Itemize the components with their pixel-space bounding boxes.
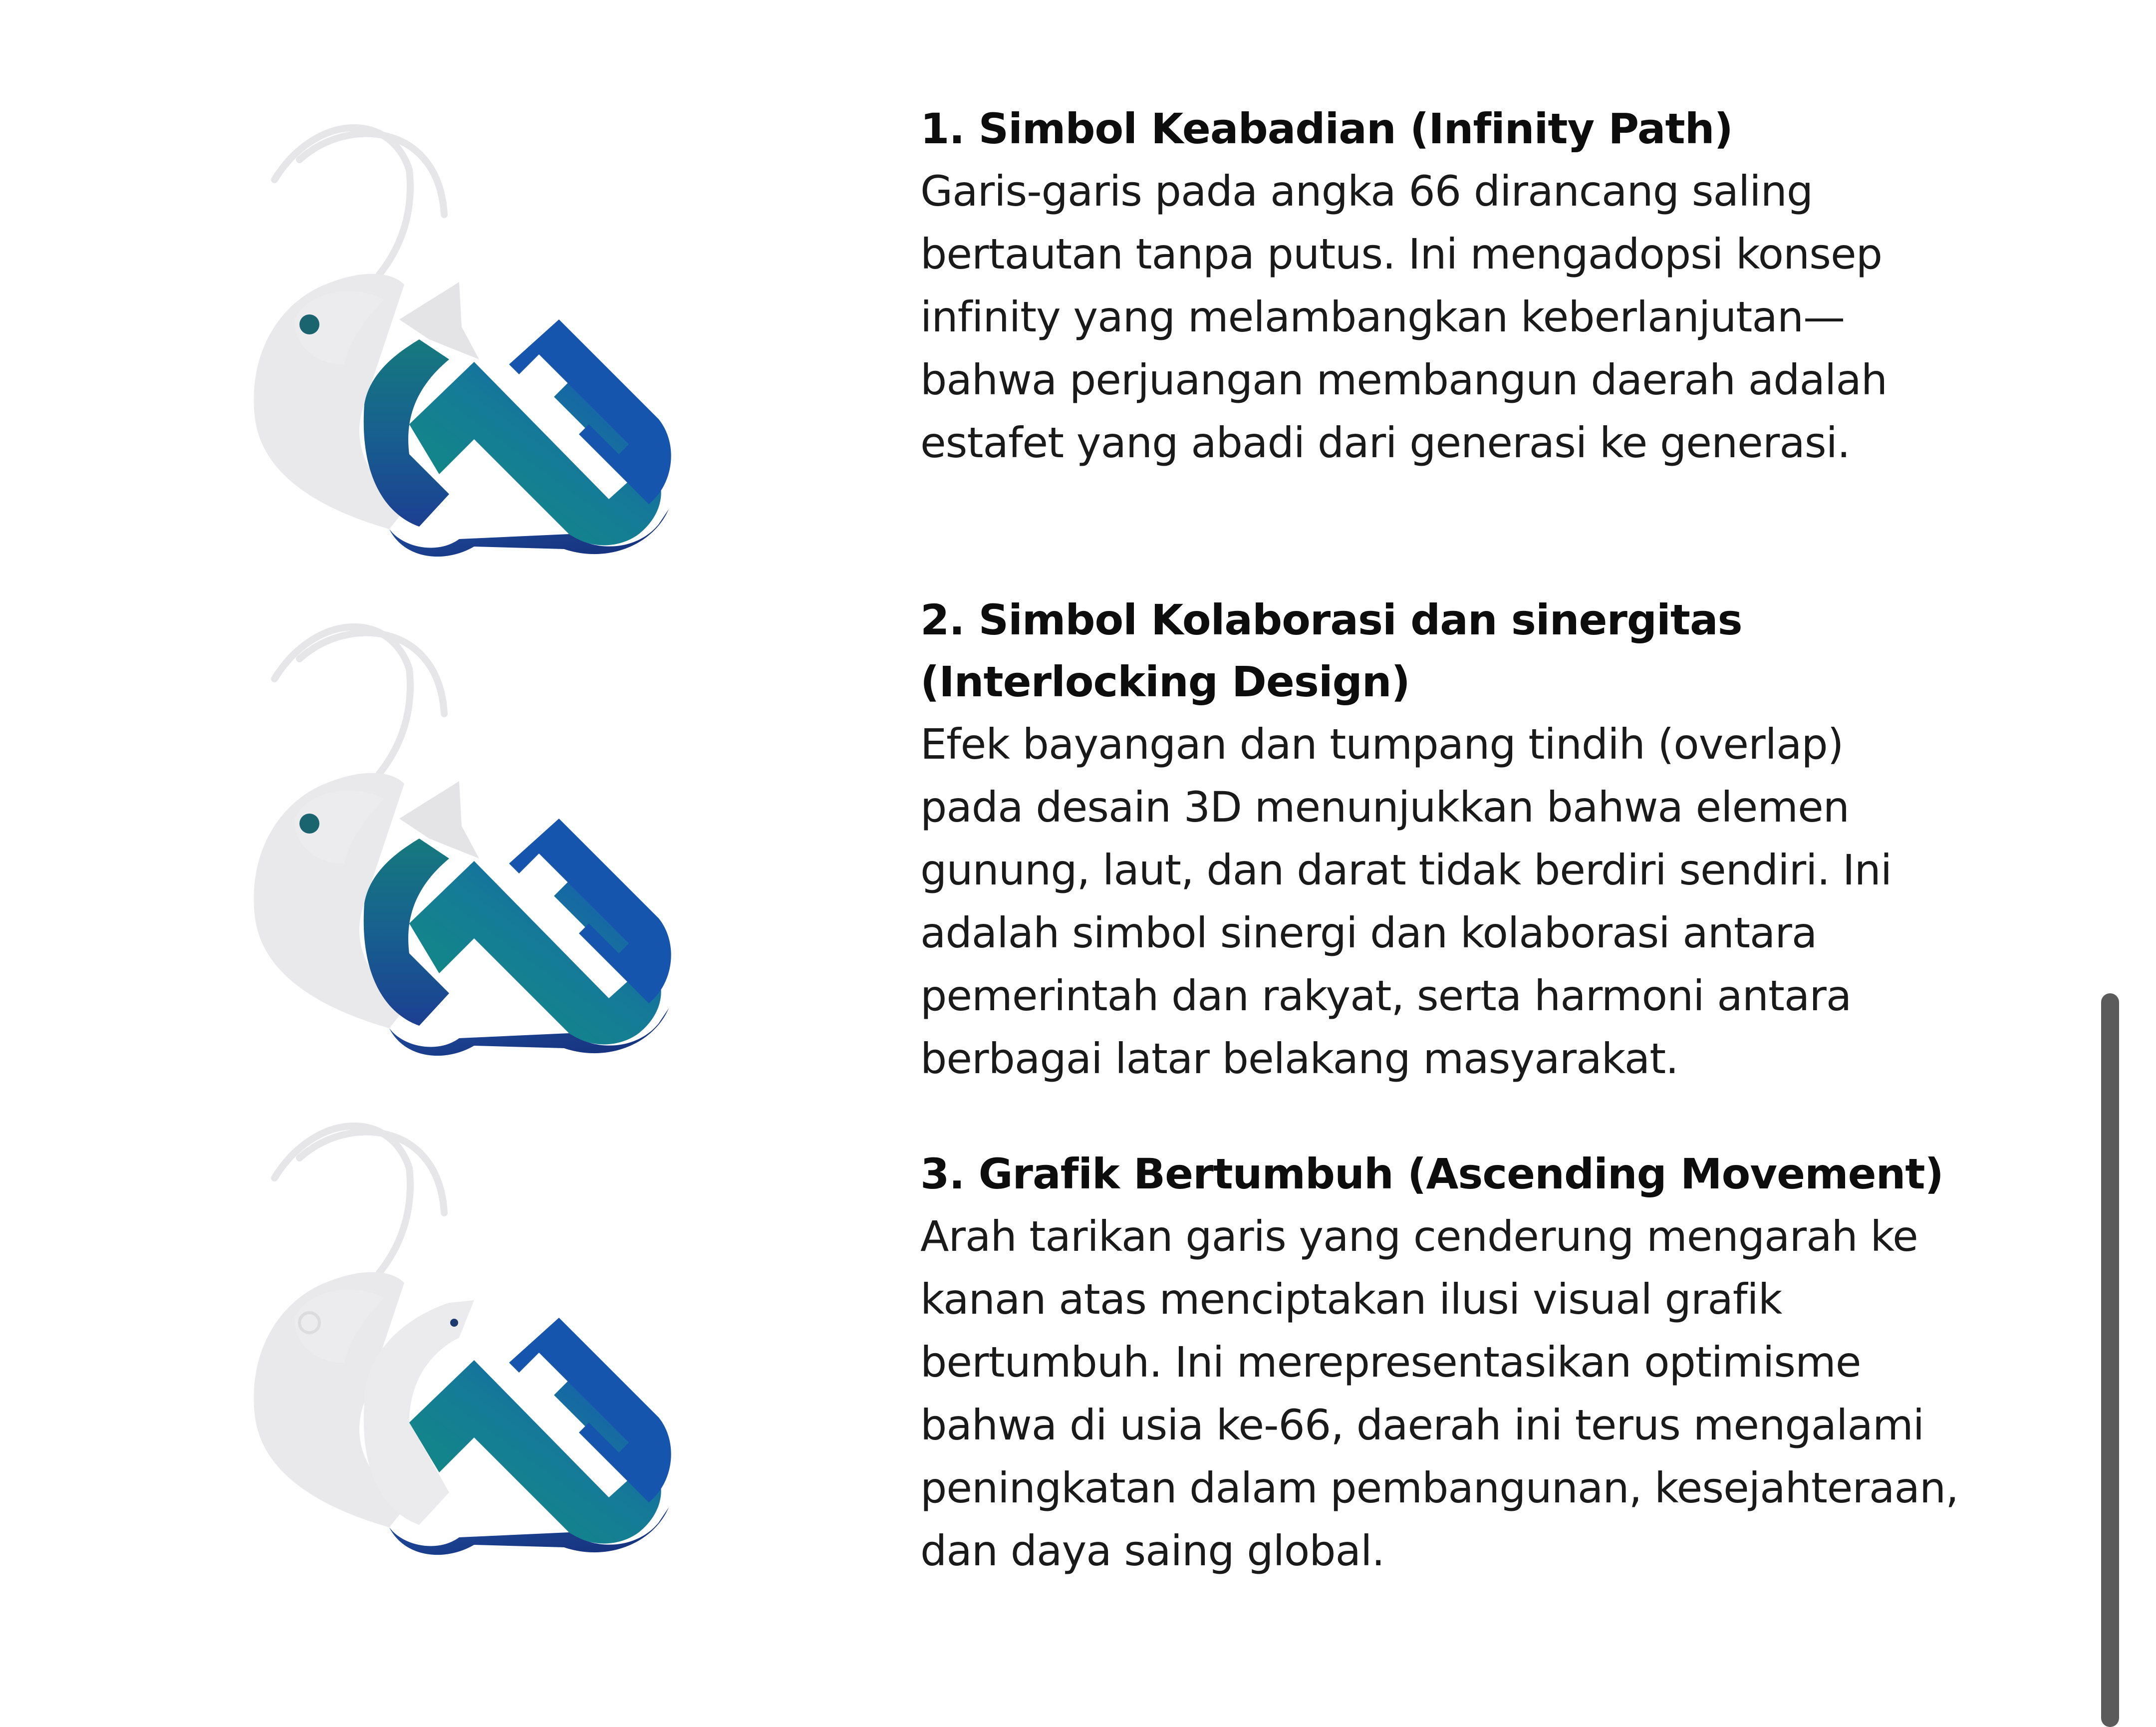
interlocking-66-logo-icon xyxy=(240,604,699,1103)
section-body: Efek bayangan dan tumpang tindih (overlap) pada desain 3D menunjukkan bahwa elemen gunung, laut, dan darat tidak berdiri sendiri. Ini adalah simbol sinergi dan kolaborasi antara pemerintah dan rakyat, serta harmoni antara berbagai latar belakang masyarakat. xyxy=(920,720,1892,1083)
section-heading: 1. Simbol Keabadian (Infinity Path) xyxy=(920,104,1733,153)
section-infinity-path xyxy=(920,98,1958,474)
section-heading: 3. Grafik Bertumbuh (Ascending Movement) xyxy=(920,1150,1943,1198)
scrollbar-thumb[interactable] xyxy=(2101,993,2119,1727)
section-body: Garis-garis pada angka 66 dirancang saling bertautan tanpa putus. Ini mengadopsi konsep infinity yang melambangkan keberlanjutan—bahwa perjuangan membangun daerah adalah estafet yang abadi dari generasi ke generasi. xyxy=(920,167,1887,467)
section-body: Arah tarikan garis yang cenderung mengarah ke kanan atas menciptakan ilusi visual grafik bertumbuh. Ini merepresentasikan optimisme bahwa di usia ke-66, daerah ini terus mengalami peningkatan dalam pembangunan, kesejahteraan, dan daya saing global. xyxy=(920,1212,1958,1575)
section-heading-line-2: (Interlocking Design) xyxy=(920,657,1410,706)
ascending-66-logo-icon xyxy=(240,1103,699,1602)
infinity-66-logo-icon xyxy=(240,105,699,604)
section-heading-line-1: 2. Simbol Kolaborasi dan sinergitas xyxy=(920,595,1742,644)
section-ascending-movement xyxy=(920,1143,1958,1582)
section-interlocking-design xyxy=(920,589,1958,1090)
